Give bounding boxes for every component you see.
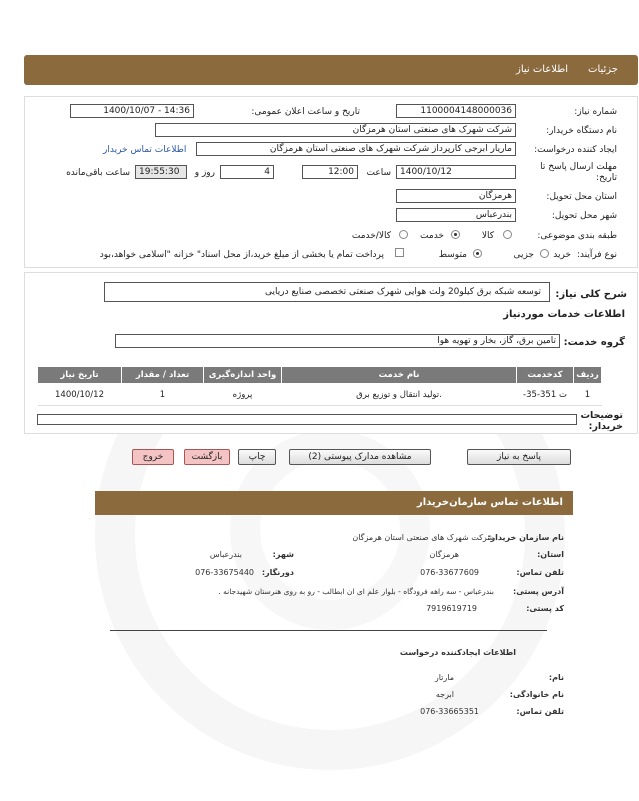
category-goods-radio[interactable] [503,230,512,239]
services-table [37,366,602,406]
creator-family: ابرجه [435,690,454,699]
days-field: 4 [220,165,274,179]
contact-fax-label: دورنگار: [261,568,294,577]
cell-date: 1400/10/12 [38,384,122,406]
exit-button[interactable]: خروج [132,449,174,465]
category-both-label: کالا/خدمت [351,231,391,241]
contact-phone: 076-33677609 [420,568,479,577]
col-unit: واحد اندازه‌گیری [204,367,282,384]
cell-row: 1 [574,384,602,406]
announce-field: 1400/10/07 - 14:36 [70,104,194,118]
buyer-notes-label: توضیحات خریدار: [580,410,623,432]
need-number-label: شماره نیاز: [574,107,617,117]
category-goods-label: کالا [481,231,494,241]
deadline-label: مهلت ارسال پاسخ تا تاریخ: [540,162,617,183]
org-field: شرکت شهرک های صنعتی استان هرمزگان [155,123,516,137]
contact-address: بندرعباس - سه راهه فرودگاه - بلوار علم ای ان ابطالب - رو به روی هنرستان شهیدجانه . [218,587,494,596]
creator-family-label: نام خانوادگی: [509,690,564,699]
contact-org: شرکت شهرک های صنعتی استان هرمزگان [352,533,494,542]
table-header-row [38,367,602,384]
deadline-time-field: 12:00 [302,165,358,179]
category-service-radio[interactable] [451,230,460,239]
col-row: ردیف [574,367,602,384]
category-label: طبقه بندی موضوعی: [537,231,617,241]
service-group-label: گروه خدمت: [563,337,625,348]
city-field: بندرعباس [396,208,516,222]
contact-address-label: آدرس پستی: [513,587,564,596]
deadline-time-label: ساعت [366,168,391,178]
summary-field: توسعه شبکه برق کیلو20 ولت هوایی شهرک صنعتی تخصصی صنایع دریایی [104,282,550,302]
col-name: نام خدمت [282,367,517,384]
summary-label: شرح کلی نیاز: [555,289,627,300]
contact-title: اطلاعات تماس سازمان‌خریدار [416,497,563,508]
contact-postal: 7919619719 [426,604,477,613]
service-group-field: تامین برق، گاز، بخار و تهویه هوا [115,334,560,348]
contact-divider [110,630,547,631]
cell-qty: 1 [122,384,204,406]
cell-unit: پروژه [204,384,282,406]
contact-province-label: استان: [537,550,564,559]
creator-info-title: اطلاعات ایجادکننده درخواست [399,648,516,657]
contact-postal-label: کد پستی: [526,604,564,613]
contact-city-label: شهر: [272,550,294,559]
buyer-notes-field [37,414,577,425]
nav-details[interactable]: جزئیات [588,64,618,75]
category-both-radio[interactable] [399,230,408,239]
buyer-contact-link[interactable]: اطلاعات تماس خریدار [103,145,187,155]
process-medium-radio[interactable] [473,249,482,258]
process-medium-label: متوسط [438,250,467,260]
process-partial-radio[interactable] [540,249,549,258]
province-field: هرمزگان [396,189,516,203]
col-code: کدخدمت [517,367,574,384]
contact-province: هرمزگان [429,550,459,559]
creator-field: ماریار ابرجی کارپرداز شرکت شهرک های صنعتی استان هرمزگان [196,142,516,156]
remaining-time-field: 19:55:30 [135,165,187,179]
col-qty: تعداد / مقدار [122,367,204,384]
header-bar [24,55,638,85]
remaining-label: ساعت باقی‌مانده [66,168,130,178]
creator-phone-label: تلفن تماس: [516,707,564,716]
treasury-payment-note: پرداخت تمام یا بخشی از مبلغ خرید،از محل اسناد" خزانه "اسلامی خواهد،بود [99,250,384,260]
category-service-label: خدمت [420,231,444,241]
org-label: نام دستگاه خریدار: [546,126,617,136]
nav-need-info[interactable]: اطلاعات نیاز [516,64,568,75]
back-button[interactable]: بازگشت [184,449,230,465]
contact-phone-label: تلفن تماس: [516,568,564,577]
print-button[interactable]: چاپ [238,449,276,465]
cell-name: .تولید انتقال و توزیع برق [282,384,517,406]
city-label: شهر محل تحویل: [551,211,617,221]
contact-header [95,491,573,515]
creator-phone: 076-33665351 [420,707,479,716]
creator-name-label: نام: [548,673,564,682]
creator-name: مارتار [434,673,454,682]
creator-label: ایجاد کننده درخواست: [534,145,617,155]
treasury-payment-checkbox[interactable] [395,248,404,257]
process-buy-label: خرید [553,250,571,260]
province-label: استان محل تحویل: [546,192,617,202]
process-label: نوع فرآیند: [576,250,617,260]
contact-fax: 076-33675440 [195,568,254,577]
process-partial-label: جزیی [513,250,534,260]
services-title: اطلاعات خدمات موردنیاز [503,309,625,320]
reply-button[interactable]: پاسخ به نیاز [467,449,571,465]
days-label: روز و [194,168,215,178]
cell-code: ت 351-35- [517,384,574,406]
need-number-field: 1100004148000036 [396,104,516,118]
contact-city: بندرعباس [209,550,242,559]
view-docs-button[interactable]: مشاهده مدارک پیوستی (2) [289,449,431,465]
deadline-date-field: 1400/10/12 [396,165,516,179]
table-row [38,384,602,406]
col-date: تاریخ نیاز [38,367,122,384]
announce-label: تاریخ و ساعت اعلان عمومی: [251,107,360,117]
contact-org-label: نام سازمان خریدار: [487,533,564,542]
